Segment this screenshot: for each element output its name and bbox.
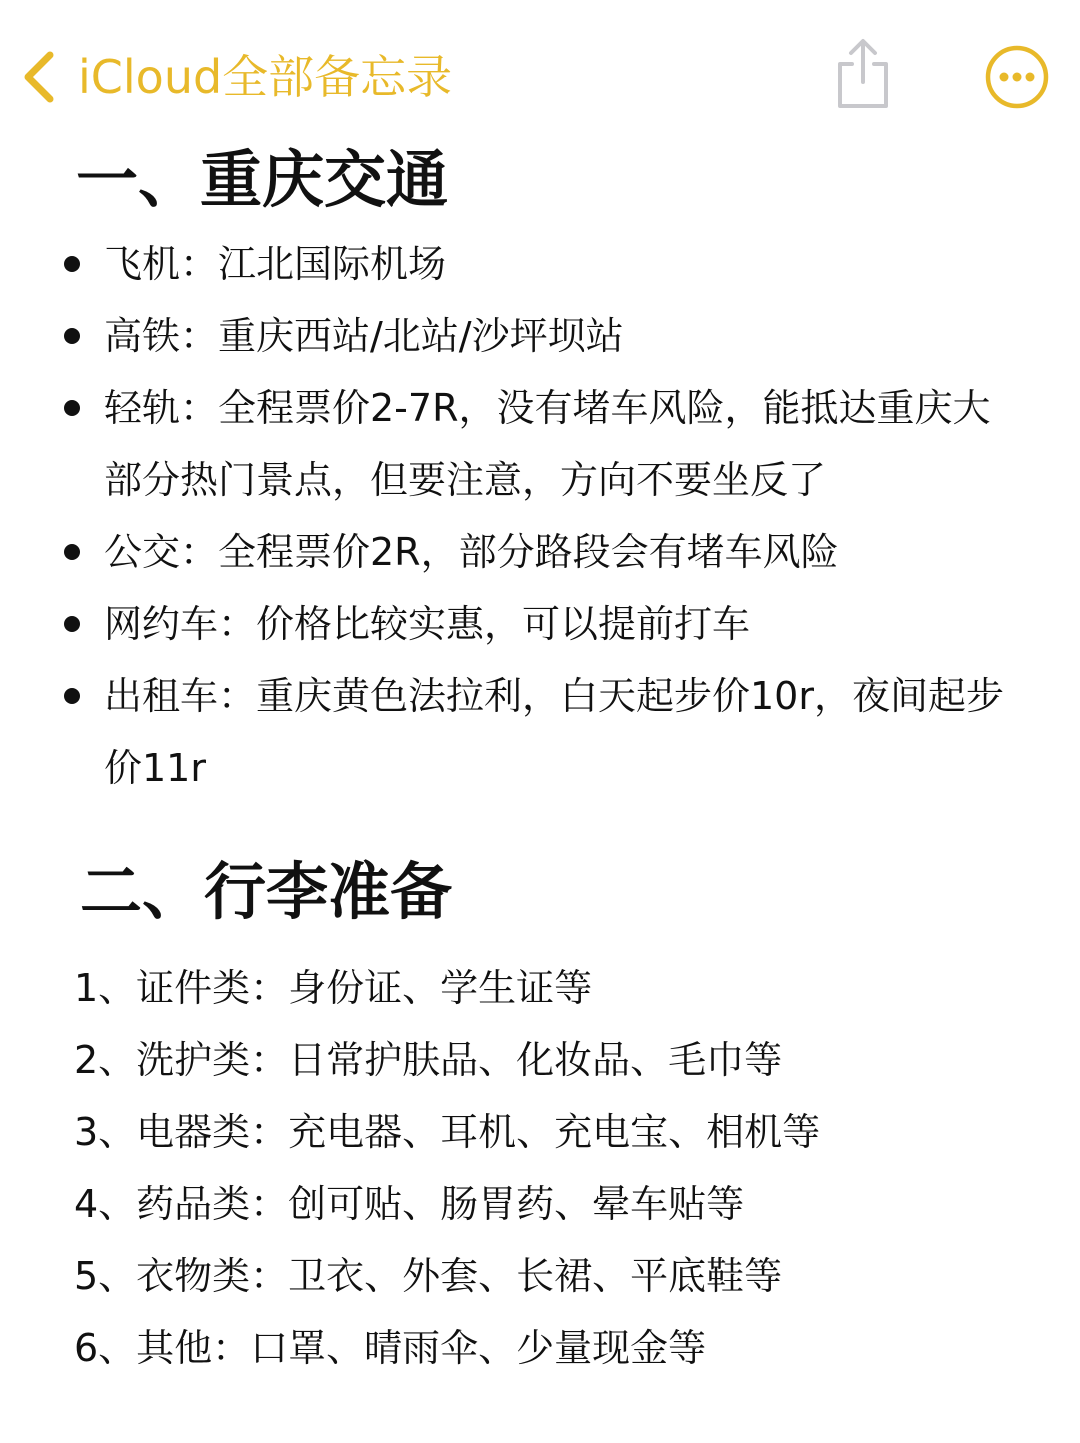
section-heading-luggage: 二、行李准备 [80,855,453,928]
back-button-label: iCloud全部备忘录 [78,50,453,104]
list-item-text: 飞机：江北国际机场 [104,242,447,286]
list-item [0,660,1080,804]
list-item-text: 公交：全程票价2R，部分路段会有堵车风险 [104,530,839,574]
chevron-left-icon [18,49,60,105]
share-button[interactable] [830,36,896,112]
bullet-dot [64,400,80,416]
list-item: 1、证件类：身份证、学生证等 [74,966,593,1010]
list-item [0,588,1080,660]
bullet-dot [64,544,80,560]
list-item-text: 出租车：重庆黄色法拉利，白天起步价10r，夜间起步价11r [104,674,1004,790]
list-item: 5、衣物类：卫衣、外套、长裙、平底鞋等 [74,1254,783,1298]
list-item-text: 网约车：价格比较实惠，可以提前打车 [104,602,751,646]
bullet-dot [64,256,80,272]
list-item [0,516,1080,588]
list-item [0,300,1080,372]
share-icon [830,36,896,112]
list-item: 3、电器类：充电器、耳机、充电宝、相机等 [74,1110,821,1154]
more-options-button[interactable] [984,44,1050,110]
list-item: 2、洗护类：日常护肤品、化妆品、毛巾等 [74,1038,783,1082]
list-item: 4、药品类：创可贴、肠胃药、晕车贴等 [74,1182,745,1226]
navigation-bar [0,0,1080,140]
bullet-dot [64,688,80,704]
list-item: 6、其他：口罩、晴雨伞、少量现金等 [74,1326,707,1370]
ellipsis-circle-icon [984,44,1050,110]
section-heading-transport: 一、重庆交通 [76,143,449,216]
bullet-dot [64,328,80,344]
list-item [0,372,1080,516]
transport-bullet-list [0,228,1080,804]
list-item-text: 轻轨：全程票价2-7R，没有堵车风险，能抵达重庆大部分热门景点，但要注意，方向不要坐反了 [104,386,991,502]
back-button[interactable] [18,44,452,110]
list-item [0,228,1080,300]
luggage-numbered-list [0,952,1080,1384]
list-item-text: 高铁：重庆西站/北站/沙坪坝站 [104,314,624,358]
bullet-dot [64,616,80,632]
